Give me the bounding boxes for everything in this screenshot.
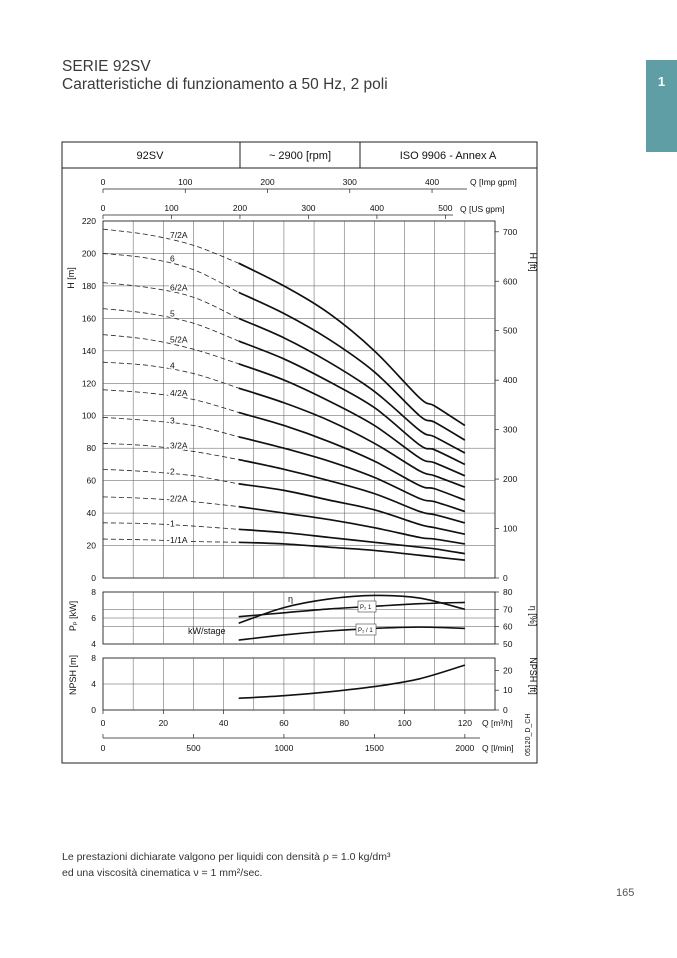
stage-label: 3/2A xyxy=(170,440,188,451)
npsh-ytick-left: 8 xyxy=(91,653,96,663)
page-number: 165 xyxy=(616,887,635,899)
head-ytick-left: 160 xyxy=(81,313,96,324)
head-ylabel-right: H [ft] xyxy=(528,252,538,272)
npsh-curve xyxy=(239,665,465,698)
imp-gpm-tick: 400 xyxy=(424,177,440,187)
npsh-ytick-right: 0 xyxy=(503,705,508,715)
us-gpm-tick: 300 xyxy=(301,203,316,213)
stage-label: 2 xyxy=(170,466,175,477)
imp-gpm-tick: 200 xyxy=(260,177,275,187)
head-ytick-right: 700 xyxy=(503,226,518,237)
npsh-ylabel-left: NPSH [m] xyxy=(68,654,78,696)
head-ytick-right: 600 xyxy=(503,276,518,287)
head-ytick-left: 40 xyxy=(86,508,96,519)
lmin-tick: 2000 xyxy=(455,743,475,753)
stage-label: 6 xyxy=(170,253,175,264)
head-ytick-right: 500 xyxy=(503,325,518,336)
stage-label: 1/1A xyxy=(170,534,188,545)
page-subtitle: Caratteristiche di funzionamento a 50 Hz, 2 poli xyxy=(62,76,388,93)
head-curve xyxy=(239,542,465,560)
head-ytick-right: 0 xyxy=(503,573,508,583)
m3h-tick: 100 xyxy=(397,718,412,728)
m3h-tick: 120 xyxy=(457,718,472,728)
lmin-tick: 1000 xyxy=(274,743,294,753)
eta-label: η xyxy=(288,594,294,604)
head-ytick-left: 120 xyxy=(81,378,96,389)
head-curve xyxy=(239,263,465,425)
head-ylabel-left: H [m] xyxy=(66,267,76,289)
m3h-tick: 40 xyxy=(218,718,229,728)
stage-label: 1 xyxy=(170,518,175,529)
head-ytick-left: 20 xyxy=(86,540,96,551)
power-ytick-right: 50 xyxy=(503,639,513,649)
head-ytick-left: 100 xyxy=(81,410,96,421)
npsh-ytick-right: 20 xyxy=(503,665,513,676)
chapter-tab-number: 1 xyxy=(657,74,666,89)
power-ylabel-left: Pₚ [kW] xyxy=(68,600,78,632)
lmin-tick: 500 xyxy=(186,743,201,753)
m3h-tick: 60 xyxy=(279,718,289,728)
power-ytick-right: 80 xyxy=(503,587,513,597)
power-ytick-left: 8 xyxy=(91,587,96,597)
head-ytick-right: 100 xyxy=(503,523,518,534)
p2-1-label: P₂ 1 xyxy=(360,605,372,611)
lmin-label: Q [l/min] xyxy=(482,743,514,753)
header-speed: ~ 2900 [rpm] xyxy=(268,150,332,162)
power-ylabel-right: η [%] xyxy=(528,605,538,627)
us-gpm-tick: 100 xyxy=(164,203,179,213)
stage-label: 7/2A xyxy=(170,229,188,240)
head-ytick-left: 200 xyxy=(81,248,96,259)
lmin-tick: 1500 xyxy=(364,743,384,753)
m3h-tick: 20 xyxy=(158,718,169,728)
head-ytick-right: 300 xyxy=(503,424,518,435)
stage-label: 5 xyxy=(170,308,175,319)
head-ytick-left: 180 xyxy=(81,280,96,291)
header-standard: ISO 9906 - Annex A xyxy=(399,150,497,162)
head-curve xyxy=(239,318,465,453)
imp-gpm-tick: 0 xyxy=(100,177,106,187)
us-gpm-label: Q [US gpm] xyxy=(460,204,505,214)
density-note-line2: ed una viscosità cinematica ν = 1 mm²/sec. xyxy=(62,867,263,879)
head-ytick-left: 60 xyxy=(86,475,96,486)
us-gpm-tick: 400 xyxy=(369,203,385,213)
head-ytick-left: 0 xyxy=(91,573,96,583)
stage-label: 2/2A xyxy=(170,493,188,504)
stage-label: 6/2A xyxy=(170,282,188,293)
p2-1a-label: P₂ / 1 xyxy=(358,628,373,634)
head-ytick-right: 400 xyxy=(503,375,518,386)
npsh-ytick-left: 4 xyxy=(91,679,96,689)
npsh-ylabel-right: NPSH [ft] xyxy=(528,657,538,695)
us-gpm-tick: 200 xyxy=(232,203,248,213)
us-gpm-tick: 500 xyxy=(438,203,453,213)
head-curve xyxy=(239,388,465,487)
head-ytick-left: 80 xyxy=(86,443,96,454)
npsh-ytick-right: 10 xyxy=(503,685,513,696)
head-ytick-left: 140 xyxy=(81,345,96,356)
power-ytick-left: 6 xyxy=(91,613,96,623)
imp-gpm-tick: 300 xyxy=(342,177,357,187)
lmin-tick: 0 xyxy=(100,743,106,753)
head-curve xyxy=(239,484,465,534)
head-ytick-left: 220 xyxy=(81,216,96,226)
power-ytick-left: 4 xyxy=(91,639,96,649)
density-note-line1: Le prestazioni dichiarate valgono per liquidi con densità ρ = 1.0 kg/dm³ xyxy=(62,851,391,863)
page-title: SERIE 92SV xyxy=(62,58,151,75)
head-curve xyxy=(239,364,465,476)
head-curve xyxy=(239,292,465,440)
stage-label: 3 xyxy=(170,415,175,426)
imp-gpm-label: Q [Imp gpm] xyxy=(470,177,517,187)
us-gpm-tick: 0 xyxy=(100,203,106,213)
m3h-tick: 80 xyxy=(339,718,349,728)
power-ytick-right: 60 xyxy=(503,621,513,632)
imp-gpm-tick: 100 xyxy=(178,177,193,187)
kw-stage-label: kW/stage xyxy=(188,626,226,636)
head-curve xyxy=(239,507,465,544)
head-curve xyxy=(239,529,465,553)
chart-code: 05120_D_CH xyxy=(525,713,532,756)
stage-label: 4 xyxy=(170,360,175,371)
power-ytick-right: 70 xyxy=(503,604,513,615)
m3h-label: Q [m³/h] xyxy=(482,718,513,728)
m3h-tick: 0 xyxy=(100,718,106,728)
stage-label: 5/2A xyxy=(170,334,188,345)
header-model: 92SV xyxy=(136,150,164,162)
npsh-ytick-left: 0 xyxy=(91,705,96,715)
head-ytick-right: 200 xyxy=(503,474,518,485)
stage-label: 4/2A xyxy=(170,388,188,399)
power-curve-1a xyxy=(239,627,465,640)
